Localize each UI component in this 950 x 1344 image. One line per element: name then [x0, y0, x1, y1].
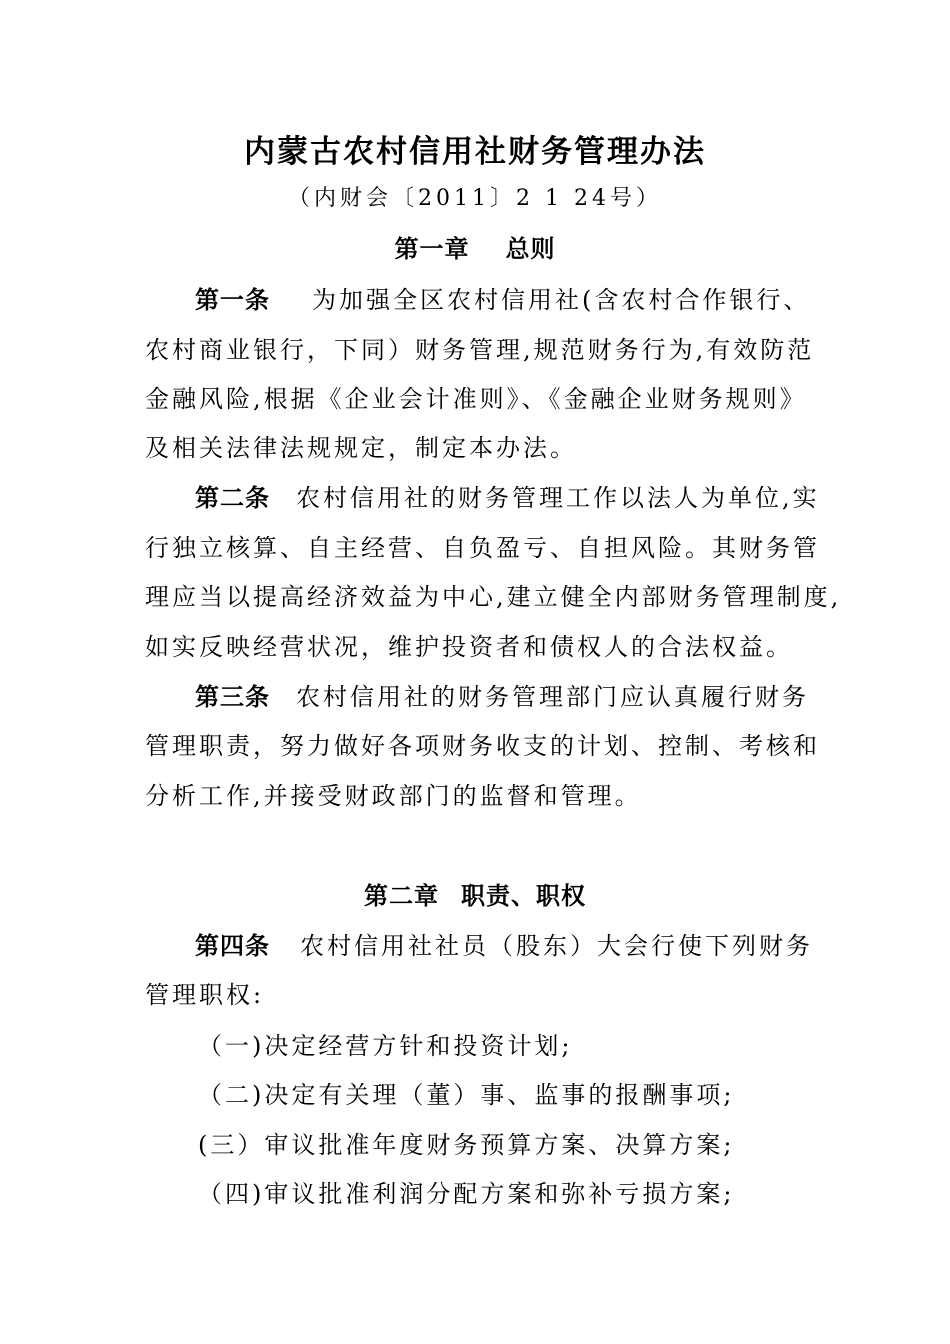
- document-title: 内蒙古农村信用社财务管理办法: [244, 134, 706, 170]
- chapter-2-name: 职责、职权: [461, 882, 586, 910]
- article-1-text-line-4: 及相关法律法规规定，制定本办法。: [145, 434, 577, 462]
- article-3-text-line-3: 分析工作,并接受财政部门的监督和管理。: [145, 782, 642, 810]
- article-1-text-line-1: 为加强全区农村信用社(含农村合作银行、: [312, 286, 811, 314]
- chapter-2-label: 第二章: [364, 882, 439, 910]
- article-4-item-4: （四)审议批准利润分配方案和弥补亏损方案;: [198, 1180, 735, 1208]
- article-2-text-line-1: 农村信用社的财务管理工作以法人为单位,实: [296, 484, 820, 512]
- article-3-label: 第三条: [195, 683, 270, 711]
- article-1-first-line: [195, 284, 810, 316]
- article-4-text-line-2: 管理职权:: [145, 981, 265, 1009]
- article-2-text-line-4: 如实反映经营状况，维护投资者和债权人的合法权益。: [145, 633, 793, 661]
- article-3-text-line-2: 管理职责，努力做好各项财务收支的计划、控制、考核和: [145, 732, 820, 760]
- article-4-first-line: [195, 930, 813, 962]
- article-4-label: 第四条: [195, 932, 270, 960]
- article-1-text-line-3: 金融风险,根据《企业会计准则》、《金融企业财务规则》: [145, 385, 807, 413]
- chapter-1-name: 总则: [505, 235, 556, 263]
- article-2-label: 第二条: [195, 484, 270, 512]
- document-subtitle: （内财会〔2011〕2 1 24号）: [288, 186, 662, 211]
- article-4-item-1: （一)决定经营方针和投资计划;: [198, 1032, 573, 1060]
- article-4-text-line-1: 农村信用社社员（股东）大会行使下列财务: [300, 932, 813, 960]
- article-4-item-2: （二)决定有关理（董）事、监事的报酬事项;: [198, 1081, 735, 1109]
- article-3-text-line-1: 农村信用社的财务管理部门应认真履行财务: [296, 683, 809, 711]
- article-2-text-line-3: 理应当以提高经济效益为中心,建立健全内部财务管理制度,: [145, 583, 842, 611]
- chapter-1-heading: [0, 232, 950, 266]
- article-2-first-line: [195, 482, 820, 514]
- article-1-label: 第一条: [195, 286, 270, 314]
- chapter-1-label: 第一章: [394, 235, 470, 263]
- article-3-first-line: [195, 681, 809, 713]
- article-2-text-line-2: 行独立核算、自主经营、自负盈亏、自担风险。其财务管: [145, 534, 820, 562]
- chapter-2-heading: [0, 879, 950, 913]
- article-4-item-3: (三）审议批准年度财务预算方案、决算方案;: [198, 1131, 735, 1159]
- article-1-text-line-2: 农村商业银行，下同）财务管理,规范财务行为,有效防范: [145, 336, 815, 364]
